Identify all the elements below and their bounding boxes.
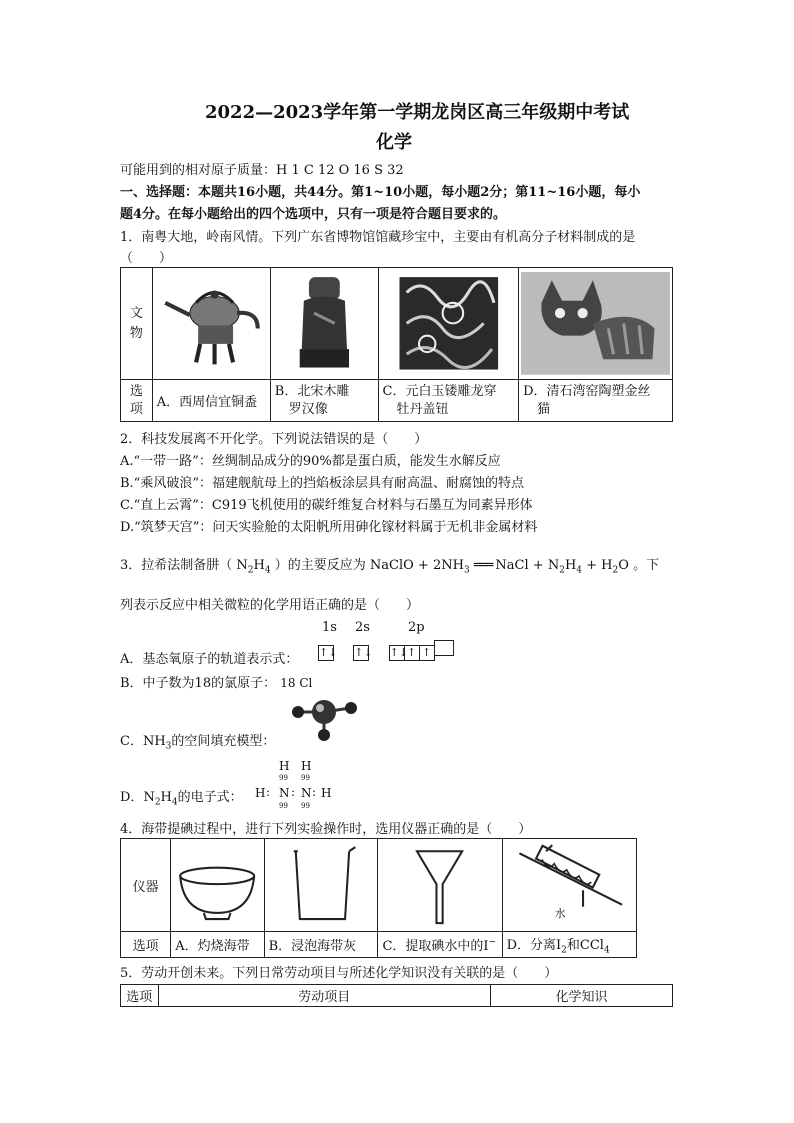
q3-reaction-equation: NaClO + $2NH_3$ ═══ NaCl + $N_2H_4 + H_2O$ xyxy=(369,558,629,576)
q1-table xyxy=(120,267,673,422)
orbital-label-1s: 1s xyxy=(322,620,337,635)
q1-row-label-option: 选 项 xyxy=(121,380,153,422)
jade-carving-icon xyxy=(381,272,517,375)
q1-option-d[interactable]: D．清石湾窑陶塑金丝 猫 xyxy=(519,380,673,422)
q1-stem: 1．南粤大地，岭南风情。下列广东省博物馆馆藏珍宝中，主要由有机高分子材料制成的是 xyxy=(120,230,636,245)
q4-image-condenser xyxy=(502,839,636,932)
q1-image-d xyxy=(519,268,673,380)
q3-option-d[interactable]: D．$N_2H_4$的电子式： xyxy=(120,790,243,808)
atomic-masses: 可能用到的相对原子质量：H 1 C 12 O 16 S 32 xyxy=(120,163,404,178)
q1-image-a xyxy=(152,268,270,380)
water-label: 水 xyxy=(554,907,566,920)
q3-option-a[interactable]: A．基态氧原子的轨道表示式： xyxy=(120,652,299,667)
orbital-label-2s: 2s xyxy=(355,620,370,635)
q5-col-option: 选项 xyxy=(121,985,159,1007)
q5-stem: 5．劳动开创未来。下列日常劳动项目与所述化学知识没有关联的是（ ） xyxy=(120,966,558,981)
q1-option-b[interactable]: B．北宋木雕 罗汉像 xyxy=(270,380,378,422)
section-instructions-1: 一、选择题：本题共16小题，共44分。第1~10小题，每小题2分；第11~16小题，每小 xyxy=(120,185,641,200)
wooden-arhat-icon xyxy=(273,272,376,375)
q2-stem: 2．科技发展离不开化学。下列说法错误的是（ ） xyxy=(120,432,428,447)
q5-table xyxy=(120,984,673,1007)
orbital-label-2p: 2p xyxy=(408,620,425,635)
q2-option-b[interactable]: B.“乘风破浪”：福建舰航母上的挡焰板涂层具有耐高温、耐腐蚀的特点 xyxy=(120,476,524,491)
orbital-diagram: ↑↓ ↑↓ ↑↓↑ ↑ xyxy=(318,640,453,661)
q2-option-d[interactable]: D.“筑梦天宫”：问天实验舱的太阳帆所用砷化镓材料属于无机非金属材料 xyxy=(120,520,538,535)
q1-image-c xyxy=(378,268,519,380)
q1-row-label-artifact: 文 物 xyxy=(121,268,153,380)
q1-option-a[interactable]: A．西周信宜铜盉 xyxy=(152,380,270,422)
q4-image-crucible xyxy=(171,839,264,932)
q4-option-c[interactable]: C．提取碘水中的I− xyxy=(378,932,502,958)
q3-stem-line2: 列表示反应中相关微粒的化学用语正确的是（ ） xyxy=(120,598,420,613)
nh3-space-filling-model-icon xyxy=(290,694,360,742)
q4-image-beaker xyxy=(264,839,378,932)
q4-table xyxy=(120,838,637,958)
q1-paren: （ ） xyxy=(120,251,173,266)
q4-stem: 4．海带提碘过程中，进行下列实验操作时，选用仪器正确的是（ ） xyxy=(120,822,532,837)
q2-option-a[interactable]: A.“一带一路”：丝绸制品成分的90%都是蛋白质，能发生水解反应 xyxy=(120,454,501,469)
q4-option-a[interactable]: A．灼烧海带 xyxy=(171,932,264,958)
beaker-icon xyxy=(267,841,376,929)
q4-image-funnel xyxy=(378,839,502,932)
q4-option-d[interactable]: D．分离$I_2$和CCl$_4$ xyxy=(502,932,636,958)
funnel-icon xyxy=(380,841,499,929)
q2-option-c[interactable]: C.“直上云霄”：C919飞机使用的碳纤维复合材料与石墨互为同素异形体 xyxy=(120,498,533,513)
subject-title: 化学 xyxy=(376,132,412,153)
n2h4-electron-formula: H H 99 99 H : N : N : H 99 99 xyxy=(255,759,332,810)
q5-col-knowledge: 化学知识 xyxy=(491,985,673,1007)
q1-option-c[interactable]: C．元白玉镂雕龙穿 牡丹盖钮 xyxy=(378,380,519,422)
q3-stem: 3．拉希法制备肼（ $N_2H_4$ ）的主要反应为 NaClO + $2NH_3$ ═══ NaCl + $N_2H_4 + H_2O$ 。下 xyxy=(120,558,660,576)
evaporating-dish-icon xyxy=(173,841,261,929)
bronze-vessel-icon xyxy=(155,272,268,375)
chlorine-nuclide: 18 Cl xyxy=(280,676,313,690)
q3-option-c[interactable]: C．$NH_3$的空间填充模型： xyxy=(120,734,276,752)
q3-option-b[interactable]: B．中子数为18的氯原子： 18 Cl xyxy=(120,676,313,691)
condenser-icon xyxy=(505,841,634,929)
section-instructions-2: 题4分。在每小题给出的四个选项中，只有一项是符合题目要求的。 xyxy=(120,207,507,222)
q5-col-labor: 劳动项目 xyxy=(158,985,490,1007)
ceramic-cat-icon xyxy=(521,272,670,375)
q4-option-b[interactable]: B．浸泡海带灰 xyxy=(264,932,378,958)
q1-image-b xyxy=(270,268,378,380)
exam-title: 2022—2023学年第一学期龙岗区高三年级期中考试 xyxy=(205,102,630,123)
q4-row-label-option: 选项 xyxy=(121,932,171,958)
q4-row-label-instrument: 仪器 xyxy=(121,839,171,932)
